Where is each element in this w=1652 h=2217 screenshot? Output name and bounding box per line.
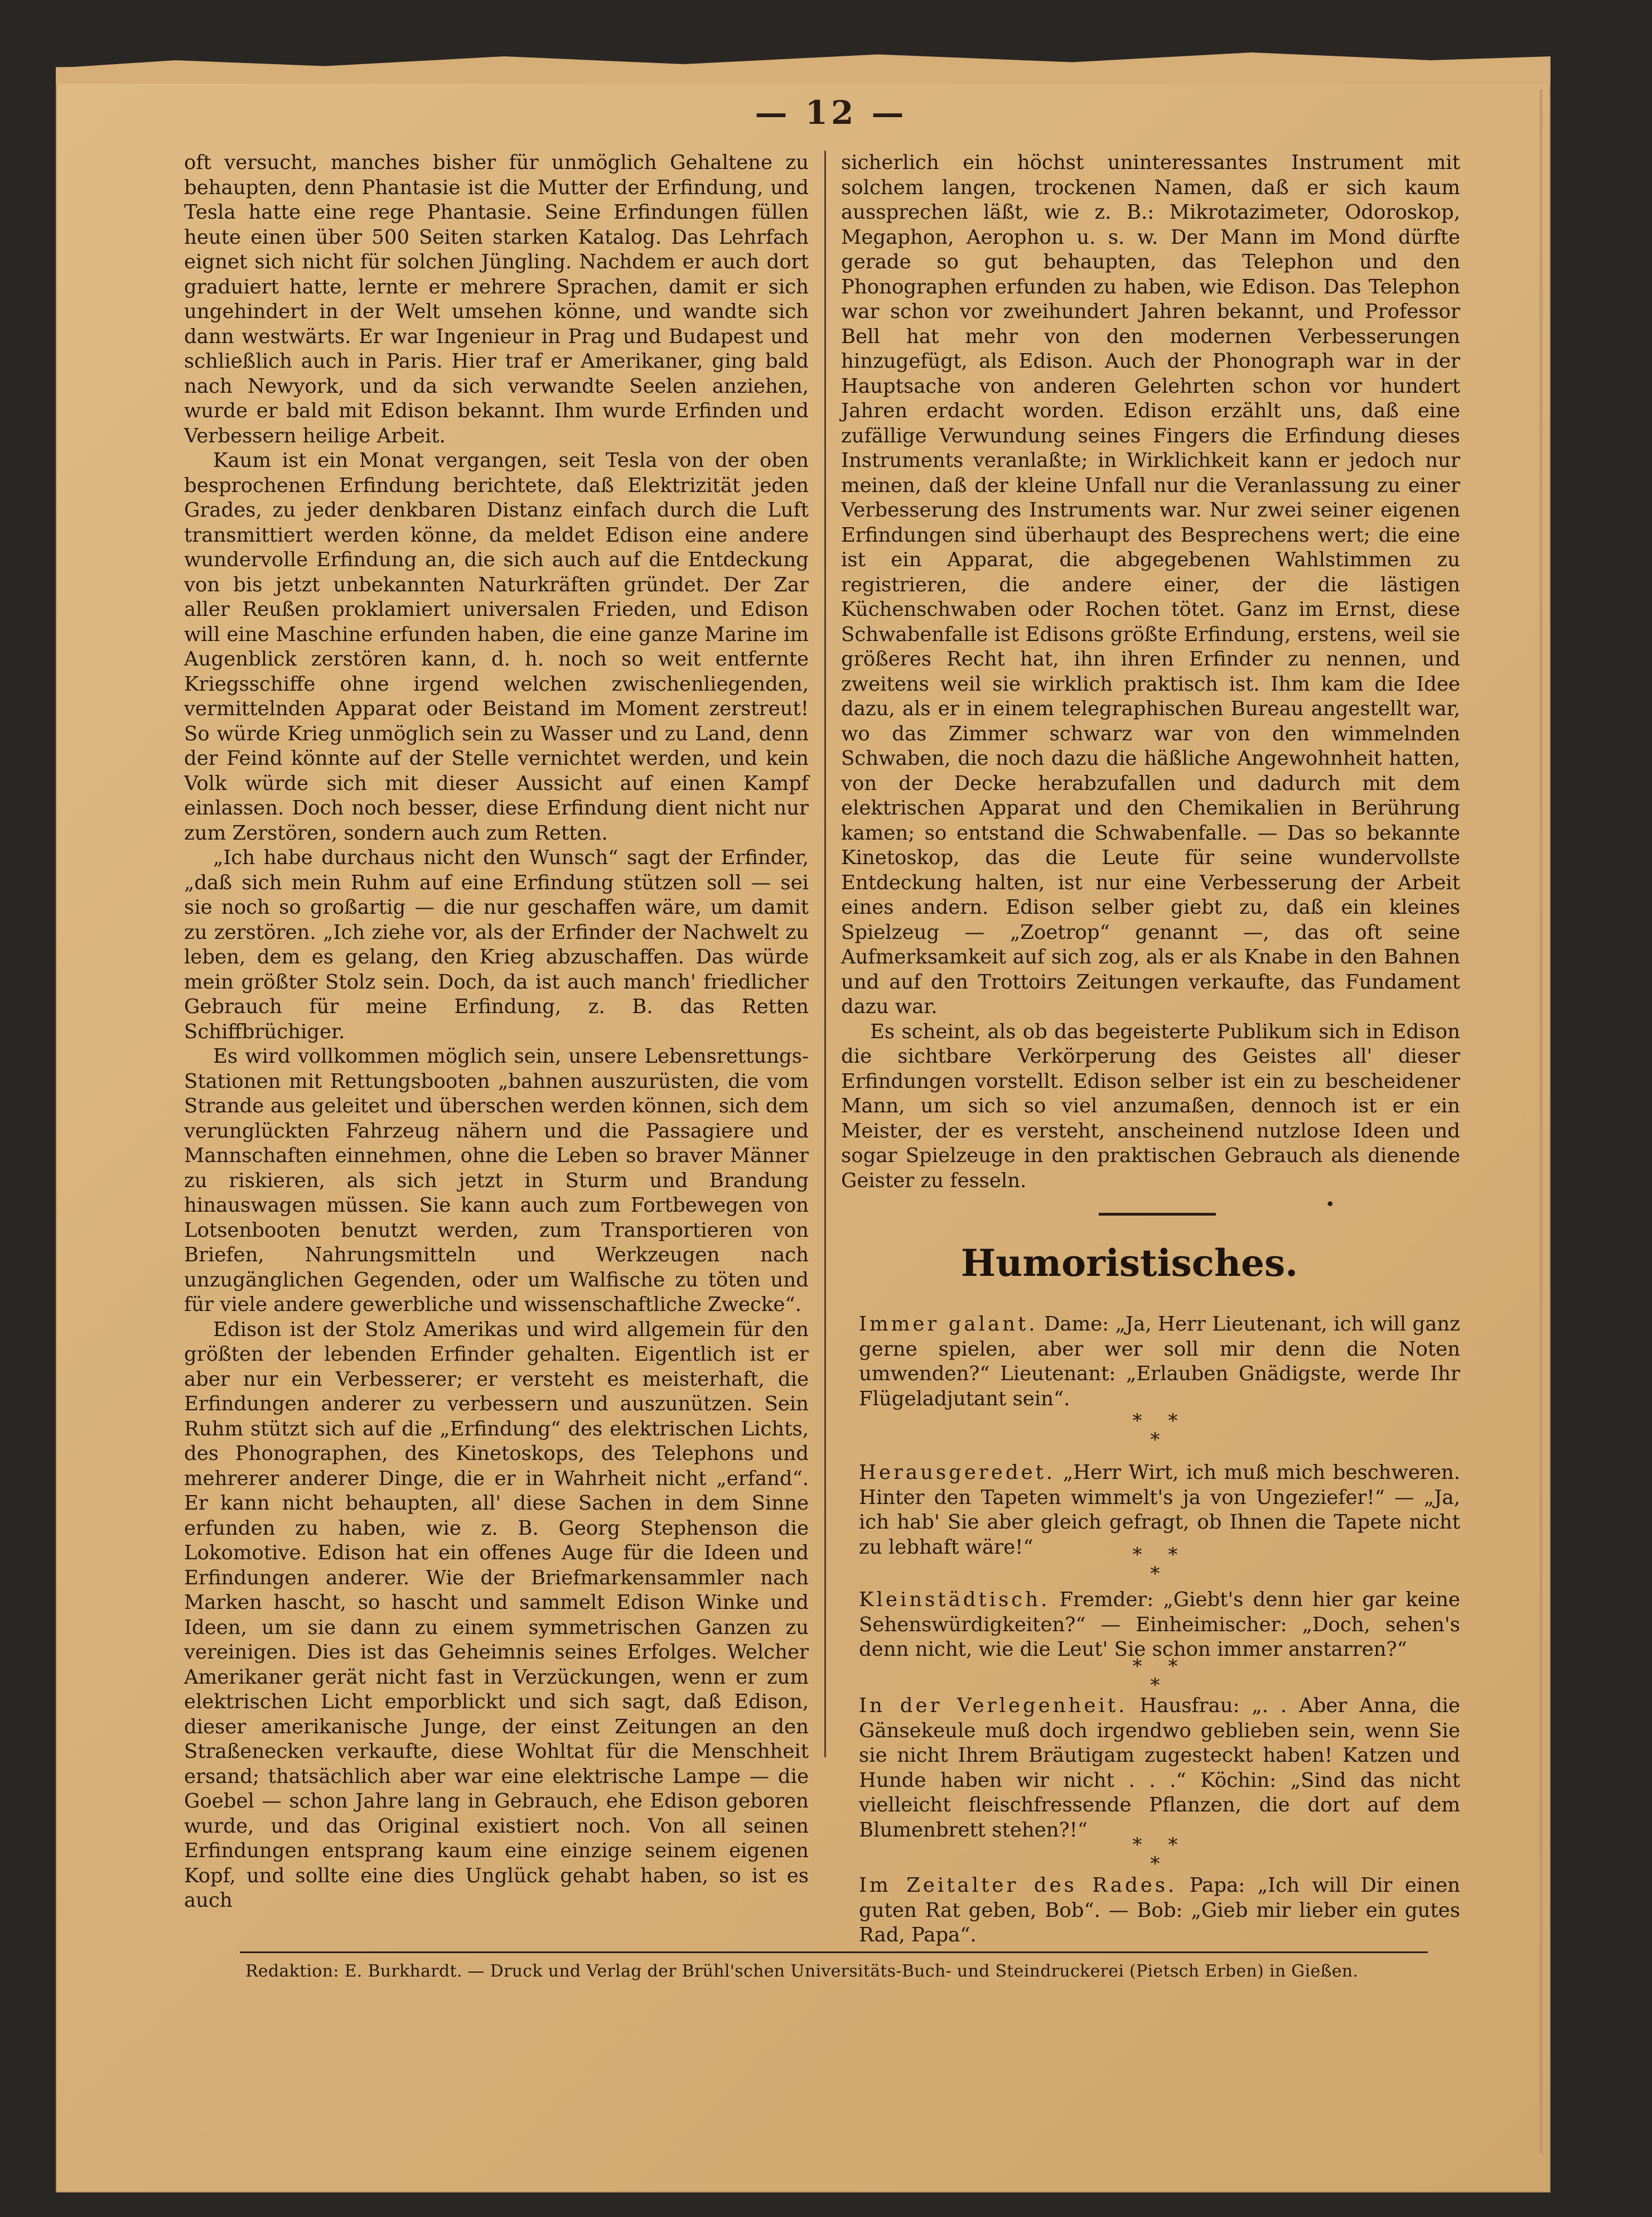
- joke-lead: In der Verlegenheit.: [859, 1694, 1128, 1717]
- right-column: [841, 151, 1460, 1193]
- joke-text: „Herr Wirt, ich muß mich beschweren. Hinter den Tapeten wimmelt's ja von Ungeziefer!“ — „Ja, ich hab' Sie aber gleich gefragt, ob Ihnen die Tapete nicht zu lebhaft wäre!“: [859, 1461, 1460, 1559]
- paragraph: sicherlich ein höchst uninteressantes Instrument mit solchem langen, trockenen Namen, daß er sich kaum aussprechen läßt, wie z. B.: Mikrotazimeter, Odoroskop, Megaphon, Aerophon u. s. w. Der Mann im Mond dürfte gerade so gut behaupten, das Telephon und den Phonographen erfunden zu haben, wie Edison. Das Telephon war schon vor zweihundert Jahren bekannt, und Professor Bell hat mehr von den modernen Verbesserungen hinzugefügt, als Edison. Auch der Phonograph war in der Hauptsache von anderen Gelehrten schon vor hundert Jahren erdacht worden. Edison erzählt uns, daß eine zufällige Verwundung seines Fingers die Erfindung dieses Instruments veranlaßte; in Wirklichkeit kann er jedoch nur meinen, daß der kleine Unfall nur die Veranlassung zu einer Verbesserung des Instruments war. Nur zwei seiner eigenen Erfindungen sind überhaupt des Besprechens wert; die eine ist ein Apparat, die abgegebenen Wahlstimmen zu registrieren, die andere einer, der die lästigen Küchenschwaben oder Rochen tötet. Ganz im Ernst, diese Schwabenfalle ist Edisons größte Erfindung, erstens, weil sie größeres Recht hat, ihn ihren Erfinder zu nennen, und zweitens weil sie wirklich praktisch ist. Ihm kam die Idee dazu, als er in einem telegraphischen Bureau angestellt war, wo das Zimmer schwarz war von den wimmelnden Schwaben, die noch dazu die häßliche Angewohnheit hatten, von der Decke herabzufallen und dadurch mit dem elektrischen Apparat und den Chemikalien in Berührung kamen; so entstand die Schwabenfalle. — Das so bekannte Kinetoskop, das die Leute für seine wundervollste Entdeckung halten, ist nur eine Verbesserung der Arbeit eines andern. Edison selber giebt zu, daß ein kleines Spielzeug — „Zoetrop“ genannt —, das oft seine Aufmerksamkeit auf sich zog, als er als Knabe in den Bahnen und auf den Trottoirs Zeitungen verkaufte, das Fundament dazu war.: [841, 151, 1460, 1018]
- section-rule: [1099, 1213, 1216, 1216]
- section-dot: •: [1325, 1195, 1335, 1214]
- paragraph: Es wird vollkommen möglich sein, unsere Lebensrettungs-Stationen mit Rettungsbooten „bahnen auszurüsten, die vom Strande aus geleitet und überschen werden können, sich dem verunglückten Fahrzeug nähern und die Passagiere und Mannschaften einnehmen, ohne die Leben so braver Männer zu riskieren, als sich jetzt in Sturm und Brandung hinauswagen müssen. Sie kann auch zum Fortbewegen von Lotsenbooten benutzt werden, zum Transportieren von Briefen, Nahrungsmitteln und Werkzeugen nach unzugänglichen Gegenden, oder um Walfische zu töten und für viele andere gewerbliche und wissenschaftliche Zwecke“.: [184, 1045, 809, 1316]
- joke-text: Papa: „Ich will Dir einen guten Rat geben, Bob“. — Bob: „Gieb mir lieber ein gutes Rad, Papa“.: [859, 1874, 1460, 1946]
- paragraph: Edison ist der Stolz Amerikas und wird allgemein für den größten der lebenden Erfinder gehalten. Eigentlich ist er aber nur ein Verbesserer; er versteht es meisterhaft, die Erfindungen anderer zu verbessern und auszunützen. Sein Ruhm stützt sich auf die „Erfindung“ des elektrischen Lichts, des Phonographen, des Kinetoskops, des Telephons und mehrerer anderer Dinge, die er in Wahrheit nicht „erfand“. Er kann nicht behaupten, all' diese Sachen in dem Sinne erfunden zu haben, wie z. B. Georg Stephenson die Lokomotive. Edison hat ein offenes Auge für die Ideen und Erfindungen anderer. Wie der Briefmarkensammler nach Marken hascht, so hascht und sammelt Edison Winke und Ideen, um sie dann zu einem symmetrischen Ganzen zu vereinigen. Dies ist das Geheimnis seines Erfolges. Welcher Amerikaner gerät nicht fast in Verzückungen, wenn er zum elektrischen Licht emporblickt und sich sagt, daß Edison, dieser amerikanische Junge, der einst Zeitungen an den Straßenecken verkaufte, diese Wohltat für die Menschheit ersand; thatsächlich aber war eine elektrische Lampe — die Goebel — schon Jahre lang in Gebrauch, ehe Edison geboren wurde, und das Original existiert noch. Von all seinen Erfindungen entsprang kaum eine einzige seinem eigenen Kopf, und sollte eine dies Unglück gehabt haben, so ist es auch: [184, 1318, 809, 1912]
- joke-item: [859, 1873, 1460, 1948]
- separator-stars: * * *: [1132, 1834, 1188, 1875]
- joke-item: [859, 1588, 1460, 1662]
- joke-lead: Herausgeredet.: [859, 1461, 1056, 1484]
- page-number: — 12 —: [755, 94, 907, 132]
- joke-lead: Immer galant.: [859, 1313, 1038, 1336]
- paragraph: Es scheint, als ob das begeisterte Publikum sich in Edison die sichtbare Verkörperung des Geistes all' dieser Erfindungen vorstellt. Edison selber ist ein zu bescheidener Mann, um sich so viel anzumaßen, dennoch ist er ein Meister, der es versteht, anscheinend nutzlose Ideen und sogar Spielzeuge in den praktischen Gebrauch als dienende Geister zu fesseln.: [841, 1020, 1460, 1192]
- joke-text: Hausfrau: „. . Aber Anna, die Gänsekeule muß doch irgendwo geblieben sein, wenn Sie sie nicht Ihrem Bräutigam zugesteckt haben! Katzen und Hunde haben wir nicht . . .“ Köchin: „Sind das nicht vielleicht fleischfressende Pflanzen, die dort auf dem Blumenbrett stehen?!“: [859, 1694, 1460, 1842]
- joke-item: [859, 1312, 1460, 1411]
- joke-item: [859, 1694, 1460, 1843]
- joke-text: Dame: „Ja, Herr Lieutenant, ich will ganz gerne spielen, aber wer soll mir denn die Noten umwenden?“ Lieutenant: „Erlauben Gnädigste, werde Ihr Flügeladjutant sein“.: [859, 1313, 1461, 1410]
- joke-text: Fremder: „Giebt's denn hier gar keine Sehenswürdigkeiten?“ — Einheimischer: „Doch, sehen's denn nicht, wie die Leut' Sie schon immer anstarren?“: [859, 1588, 1460, 1661]
- column-divider: [824, 151, 826, 1757]
- joke-lead: Kleinstädtisch.: [859, 1588, 1050, 1611]
- imprint-line: Redaktion: E. Burkhardt. — Druck und Verlag der Brühl'schen Universitäts-Buch- und Steindruckerei (Pietsch Erben) in Gießen.: [245, 1961, 1359, 1981]
- separator-stars: * * *: [1132, 1655, 1188, 1697]
- separator-stars: * * *: [1132, 1410, 1188, 1451]
- paragraph: oft versucht, manches bisher für unmöglich Gehaltene zu behaupten, denn Phantasie ist die Mutter der Erfindung, und Tesla hatte eine rege Phantasie. Seine Erfindungen füllen heute einen über 500 Seiten starken Katalog. Das Lehrfach eignet sich nicht für solchen Jüngling. Nachdem er auch dort graduiert hatte, lernte er mehrere Sprachen, damit er sich ungehindert in der Welt umsehen könne, und wandte sich dann westwärts. Er war Ingenieur in Prag und Budapest und schließlich auch in Paris. Hier traf er Amerikaner, ging bald nach Newyork, und da sich verwandte Seelen anziehen, wurde er bald mit Edison bekannt. Ihm wurde Erfinden und Verbessern heilige Arbeit.: [184, 151, 809, 447]
- torn-top-edge: [56, 45, 1550, 84]
- footer-rule: [240, 1951, 1428, 1953]
- section-title: Humoristisches.: [960, 1241, 1298, 1285]
- paragraph: „Ich habe durchaus nicht den Wunsch“ sagt der Erfinder, „daß sich mein Ruhm auf eine Erfindung stützen soll — sei sie noch so großartig — die nur geschaffen wäre, um damit zu zerstören. „Ich ziehe vor, als der Erfinder der Nachwelt zu leben, dem es gelang, den Krieg abzuschaffen. Das würde mein größter Stolz sein. Doch, da ist auch manch' friedlicher Gebrauch für meine Erfindung, z. B. das Retten Schiffbrüchiger.: [184, 846, 809, 1043]
- left-column: [184, 151, 809, 1914]
- paragraph: Kaum ist ein Monat vergangen, seit Tesla von der oben besprochenen Erfindung berichtete, daß Elektrizität jeden Grades, zu jeder denkbaren Distanz einfach durch die Luft transmittiert werden könne, da meldet Edison eine andere wundervolle Erfindung an, die sich auch auf die Entdeckung von bis jetzt unbekannten Naturkräften gründet. Der Zar aller Reußen proklamiert universalen Frieden, und Edison will eine Maschine erfunden haben, die eine ganze Marine im Augenblick zerstören kann, d. h. noch so weit entfernte Kriegsschiffe ohne irgend welchen zwischenliegenden, vermittelnden Apparat oder Beistand im Moment zerstreut! So würde Krieg unmöglich sein zu Wasser und zu Land, denn der Feind könnte auf der Stelle vernichtet werden, und kein Volk würde sich mit dieser Aussicht auf einen Kampf einlassen. Doch noch besser, diese Erfindung dient nicht nur zum Zerstören, sondern auch zum Retten.: [184, 449, 809, 845]
- joke-lead: Im Zeitalter des Rades.: [859, 1874, 1177, 1897]
- page-fold-line: [1539, 89, 1543, 2153]
- separator-stars: * * *: [1132, 1544, 1188, 1585]
